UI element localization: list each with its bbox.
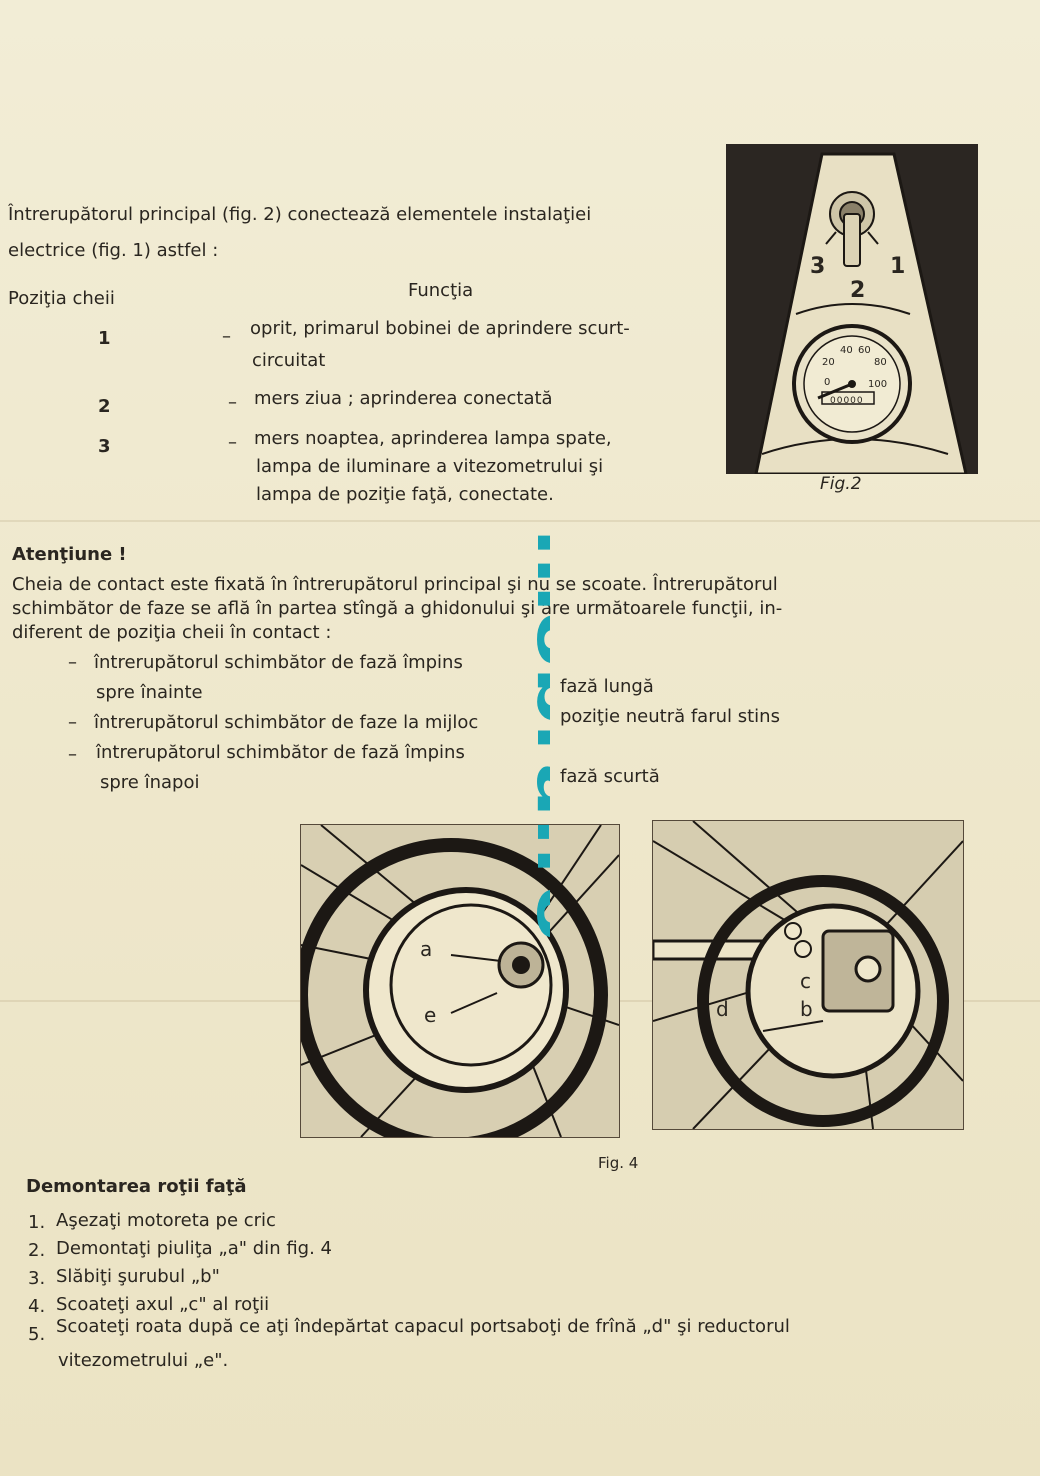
attention-heading: Atenţiune !	[12, 544, 127, 565]
step-text: Demontaţi piuliţa „a" din fig. 4	[56, 1238, 332, 1259]
fig2-ignition-switch-illustration	[726, 144, 978, 474]
fig4-label-e: e	[424, 1003, 437, 1027]
fig4-label-c: c	[800, 969, 811, 993]
attention-paragraph-line: diferent de poziţia cheii în contact :	[12, 622, 332, 643]
step-number: 1.	[28, 1212, 46, 1233]
col-position-header: Poziţia cheii	[8, 288, 115, 309]
step-text: Scoateţi axul „c" al roţii	[56, 1294, 270, 1315]
switch-item-result: fază scurtă	[560, 766, 660, 787]
function-text: mers ziua ; aprinderea conectată	[254, 388, 553, 409]
speedo-tick: 60	[858, 345, 871, 356]
step-number: 2.	[28, 1240, 46, 1261]
function-text: lampa de iluminare a vitezometrului şi	[256, 456, 604, 477]
speedo-tick: 20	[822, 357, 835, 368]
intro-line-2: electrice (fig. 1) astfel :	[8, 240, 219, 261]
speedo-tick: 40	[840, 345, 853, 356]
switch-item-result: poziţie neutră farul stins	[560, 706, 780, 727]
step-text: Scoateţi roata după ce aţi îndepărtat capacul portsaboţi de frînă „d" şi reductorul	[56, 1316, 790, 1337]
speedo-tick: 100	[868, 379, 888, 390]
col-function-header: Funcţia	[408, 280, 474, 301]
step-number: 5.	[28, 1324, 46, 1345]
switch-item-result: fază lungă	[560, 676, 654, 697]
switch-item-text: spre înapoi	[100, 772, 200, 793]
function-text: lampa de poziţie faţă, conectate.	[256, 484, 554, 505]
fig4-label-b: b	[800, 997, 813, 1021]
attention-paragraph-line: Cheia de contact este fixată în întrerupătorul principal şi nu se scoate. Întrerupătorul	[12, 574, 778, 595]
intro-line-1: Întrerupătorul principal (fig. 2) conectează elementele instalaţiei	[8, 204, 592, 225]
function-text: mers noaptea, aprinderea lampa spate,	[254, 428, 612, 449]
position-number: 1	[98, 328, 111, 349]
speedo-tick: 0	[824, 377, 831, 388]
speedo-tick: 80	[874, 357, 887, 368]
fig4-label-a: a	[420, 937, 433, 961]
position-number: 3	[98, 436, 111, 457]
item-dash: –	[68, 744, 77, 765]
step-text: Slăbiţi şurubul „b"	[56, 1266, 220, 1287]
odometer-readout: 00000	[830, 396, 864, 406]
step-number: 3.	[28, 1268, 46, 1289]
removal-heading: Demontarea roţii faţă	[26, 1176, 247, 1197]
item-dash: –	[68, 712, 77, 733]
fig4-caption: Fig. 4	[598, 1154, 639, 1172]
fig2-label-3: 3	[810, 254, 826, 279]
step-text: Aşezaţi motoreta pe cric	[56, 1210, 276, 1231]
function-text: circuitat	[252, 350, 326, 371]
step-number: 4.	[28, 1296, 46, 1317]
row-dash: –	[222, 326, 231, 347]
item-dash: –	[68, 652, 77, 673]
mobra-watermark	[494, 525, 550, 945]
fig2-label-2: 2	[850, 278, 866, 303]
switch-item-text: întrerupătorul schimbător de faze la mijloc	[94, 712, 479, 733]
row-dash: –	[228, 392, 237, 413]
row-dash: –	[228, 432, 237, 453]
switch-item-text: spre înainte	[96, 682, 203, 703]
position-number: 2	[98, 396, 111, 417]
page-fold	[0, 520, 1040, 522]
attention-paragraph-line: schimbător de faze se află în partea stîngă a ghidonului şi are următoarele funcţii, in-	[12, 598, 783, 619]
function-text: oprit, primarul bobinei de aprindere scurt-	[250, 318, 630, 339]
switch-item-text: întrerupătorul schimbător de fază împins	[94, 652, 463, 673]
fig2-caption: Fig.2	[820, 474, 862, 494]
fig2-label-1: 1	[890, 254, 906, 279]
fig4-label-d: d	[716, 997, 729, 1021]
switch-item-text: întrerupătorul schimbător de fază împins	[96, 742, 465, 763]
watermark-text: mobra.ro	[524, 529, 550, 830]
fig4-left-hub-photo	[300, 824, 620, 1138]
step-text-continued: vitezometrului „e".	[58, 1350, 229, 1371]
